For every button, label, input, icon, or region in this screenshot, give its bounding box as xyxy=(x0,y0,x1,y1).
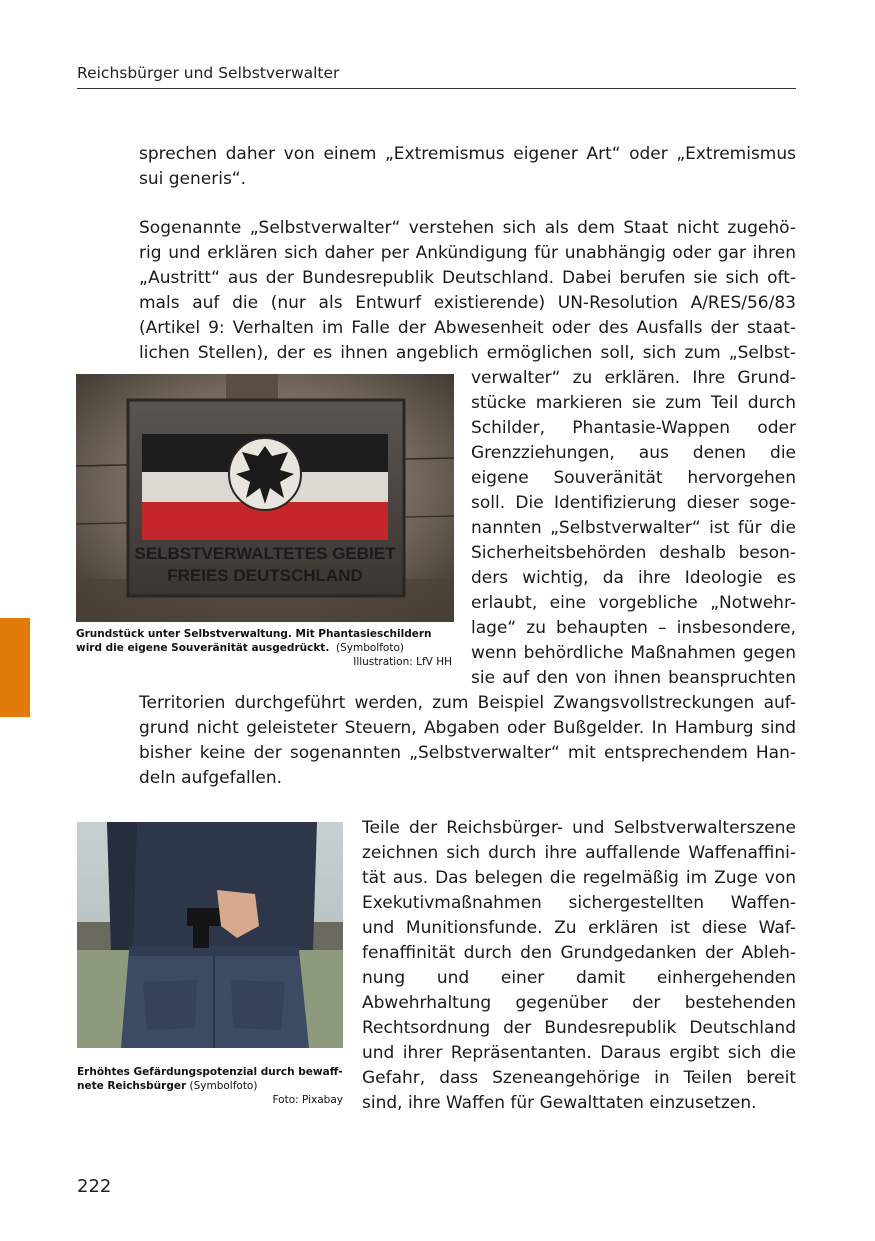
text-line: sprechen daher von einem „Extremismus eigener Art“ oder „Extremismus xyxy=(139,144,796,164)
chapter-tab-marker xyxy=(0,618,30,717)
text-line: nung und einer damit einhergehenden xyxy=(362,968,796,988)
text-line: Abwehrhaltung gegenüber der bestehenden xyxy=(362,993,796,1013)
text-line: eigene Souveränität hervorgehen xyxy=(471,468,796,488)
text-line: bisher keine der sogenannten „Selbstverwalter“ mit entsprechendem Han- xyxy=(139,743,796,763)
sign-illustration xyxy=(76,374,454,622)
text-line: Gefahr, dass Szeneangehörige in Teilen bereit xyxy=(362,1068,796,1088)
text-line: sie auf den von ihnen beanspruchten xyxy=(471,668,796,688)
sign-text-line-2: FREIES DEUTSCHLAND xyxy=(167,566,363,585)
text-line: deln aufgefallen. xyxy=(139,768,283,788)
text-line: wenn behördliche Maßnahmen gegen xyxy=(471,643,796,663)
text-line: Grenzziehungen, aus denen die xyxy=(471,443,796,463)
text-line: sind, ihre Waffen für Gewalttaten einzusetzen. xyxy=(362,1093,757,1113)
text-line: sui generis“. xyxy=(139,169,247,189)
photo-credit: Illustration: LfV HH xyxy=(353,656,452,668)
paragraph-waffenaffinitaet xyxy=(362,816,796,1116)
text-line: nannten „Selbstverwalter“ ist für die xyxy=(471,518,796,538)
text-line: tät aus. Das belegen die regelmäßig im Zuge von xyxy=(362,868,796,888)
text-line: „Austritt“ aus der Bundesrepublik Deutschland. Dabei berufen sie sich oft- xyxy=(139,268,796,288)
text-line: ders wichtig, da ihre Ideologie es xyxy=(471,568,796,588)
figure-caption-weapon xyxy=(77,1065,343,1107)
text-line: und ihrer Repräsentanten. Daraus ergibt sich die xyxy=(362,1043,796,1063)
paragraph-selbstverwalter-end xyxy=(139,691,796,791)
sign-photo xyxy=(76,374,454,622)
text-line: mals auf die (nur als Entwurf existierende) UN-Resolution A/RES/56/83 xyxy=(139,293,796,313)
text-line: und Munitionsfunde. Zu erklären ist diese Waf- xyxy=(362,918,796,938)
text-line: Exekutivmaßnahmen sichergestellten Waffen- xyxy=(362,893,796,913)
text-line: verwalter“ zu erklären. Ihre Grund- xyxy=(471,368,796,388)
text-line: (Artikel 9: Verhalten im Falle der Abwesenheit oder des Ausfalls der staat- xyxy=(139,318,796,338)
text-line: Sogenannte „Selbstverwalter“ verstehen sich als dem Staat nicht zugehö- xyxy=(139,218,796,238)
sign-text-line-1: SELBSTVERWALTETES GEBIET xyxy=(134,544,396,563)
weapon-illustration xyxy=(77,822,343,1048)
text-line: Rechtsordnung der Bundesrepublik Deutschland xyxy=(362,1018,796,1038)
figure-caption-sign xyxy=(76,627,452,669)
text-line: soll. Die Identifizierung dieser soge- xyxy=(471,493,796,513)
header-rule xyxy=(77,88,796,89)
text-line: erlaubt, eine vorgebliche „Notwehr- xyxy=(471,593,796,613)
caption-note: (Symbolfoto) xyxy=(336,642,404,654)
text-line: Schilder, Phantasie-Wappen oder xyxy=(471,418,796,438)
caption-bold: Erhöhtes Gefärdungspotenzial durch bewaff- xyxy=(77,1066,343,1078)
caption-bold: nete Reichsbürger xyxy=(77,1080,187,1092)
text-line: fenaffinität durch den Grundgedanken der Ableh- xyxy=(362,943,796,963)
caption-bold: Grundstück unter Selbstverwaltung. Mit Phantasieschildern xyxy=(76,628,432,640)
photo-credit: Foto: Pixabay xyxy=(272,1094,343,1106)
caption-bold: wird die eigene Souveränität ausgedrückt. xyxy=(76,642,330,654)
weapon-photo xyxy=(77,822,343,1048)
caption-note: (Symbolfoto) xyxy=(189,1080,258,1092)
running-header: Reichsbürger und Selbstverwalter xyxy=(77,64,340,82)
text-line: Territorien durchgeführt werden, zum Beispiel Zwangsvollstreckungen auf- xyxy=(139,693,796,713)
paragraph-selbstverwalter xyxy=(139,216,796,366)
paragraph-selbstverwalter-wrap xyxy=(471,366,796,691)
paragraph-intro xyxy=(139,142,796,192)
text-line: lichen Stellen), der es ihnen angeblich ermöglichen soll, sich zum „Selbst- xyxy=(139,343,796,363)
text-line: lage“ zu behaupten – insbesondere, xyxy=(471,618,796,638)
text-line: rig und erklären sich daher per Ankündigung für unabhängig oder gar ihren xyxy=(139,243,796,263)
text-line: stücke markieren sie zum Teil durch xyxy=(471,393,796,413)
page-number: 222 xyxy=(77,1176,112,1197)
text-line: Teile der Reichsbürger- und Selbstverwalterszene xyxy=(362,818,796,838)
text-line: Sicherheitsbehörden deshalb beson- xyxy=(471,543,796,563)
text-line: zeichnen sich durch ihre auffallende Waffenaffini- xyxy=(362,843,796,863)
text-line: grund nicht geleisteter Steuern, Abgaben oder Bußgelder. In Hamburg sind xyxy=(139,718,796,738)
